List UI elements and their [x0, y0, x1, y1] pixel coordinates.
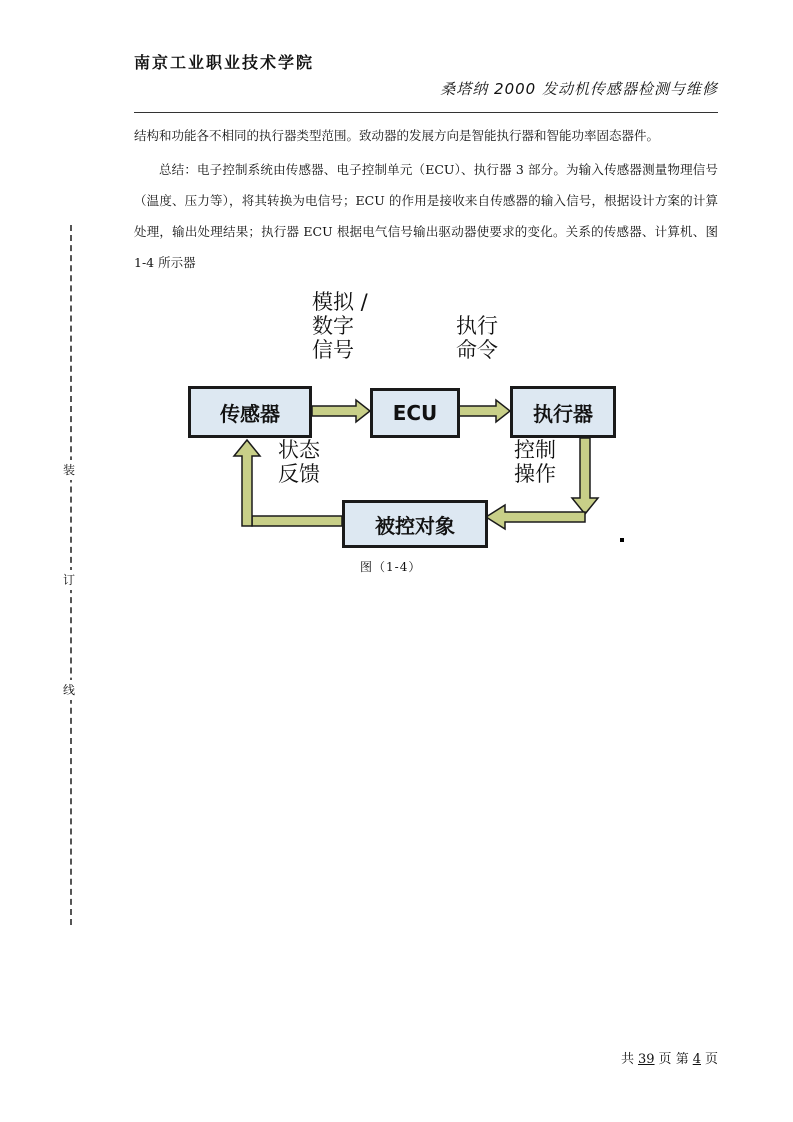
binding-char: 装	[63, 460, 75, 480]
feedback-label-line: 状态	[278, 438, 320, 462]
signal-label-line: 模拟 /	[312, 290, 368, 314]
controlled-object-box: 被控对象	[342, 500, 488, 548]
stray-mark	[620, 538, 624, 542]
paragraph: 结构和功能各不相同的执行器类型范围。致动器的发展方向是智能执行器和智能功率固态器件。	[134, 128, 660, 143]
sensor-box: 传感器	[188, 386, 312, 438]
arrow-feedback-up	[234, 440, 260, 526]
control-system-diagram	[180, 280, 630, 550]
footer-current-prefix: 第	[675, 1052, 689, 1067]
command-label-line: 命令	[456, 338, 498, 362]
header-rule	[134, 112, 718, 113]
signal-label-line: 信号	[312, 338, 354, 362]
figure-caption: 图（1-4）	[360, 560, 422, 574]
command-label	[456, 314, 498, 362]
operate-label-line: 控制	[514, 438, 556, 462]
current-page: 4	[692, 1052, 701, 1067]
document-title: 桑塔纳 2000 发动机传感器检测与维修	[440, 80, 718, 98]
footer-page-word: 页	[658, 1052, 672, 1067]
feedback-label-line: 反馈	[278, 462, 320, 486]
feedback-label	[278, 438, 320, 486]
school-name: 南京工业职业技术学院	[134, 53, 315, 72]
signal-label	[312, 290, 368, 362]
footer-page-word: 页	[704, 1052, 718, 1067]
summary-paragraph: 总结：电子控制系统由传感器、电子控制单元（ECU）、执行器 3 部分。为输入传感器测量物理信号（温度、压力等），将其转换为电信号；ECU 的作用是接收来自传感器的输入信号，根据设计方案的计算处理，输出处理结果；执行器 ECU 根据电气信号输出驱动器使要求的变化。关系的传感器、计算机、图 1-4 所示器	[134, 162, 718, 270]
operate-label	[514, 438, 556, 486]
arrow-feedback-left	[252, 516, 342, 526]
ecu-box: ECU	[370, 388, 460, 438]
arrow-to-controlled	[486, 505, 585, 529]
arrow-actuator-down	[572, 438, 598, 514]
binding-char: 订	[63, 570, 75, 590]
footer-total-prefix: 共	[620, 1052, 634, 1067]
operate-label-line: 操作	[514, 462, 556, 486]
page-footer	[621, 1048, 718, 1067]
total-pages: 39	[637, 1052, 655, 1067]
actuator-box: 执行器	[510, 386, 616, 438]
arrow-sensor-to-ecu	[312, 400, 370, 422]
signal-label-line: 数字	[312, 314, 354, 338]
command-label-line: 执行	[456, 314, 498, 338]
arrow-ecu-to-actuator	[458, 400, 510, 422]
binding-char: 线	[63, 680, 75, 700]
